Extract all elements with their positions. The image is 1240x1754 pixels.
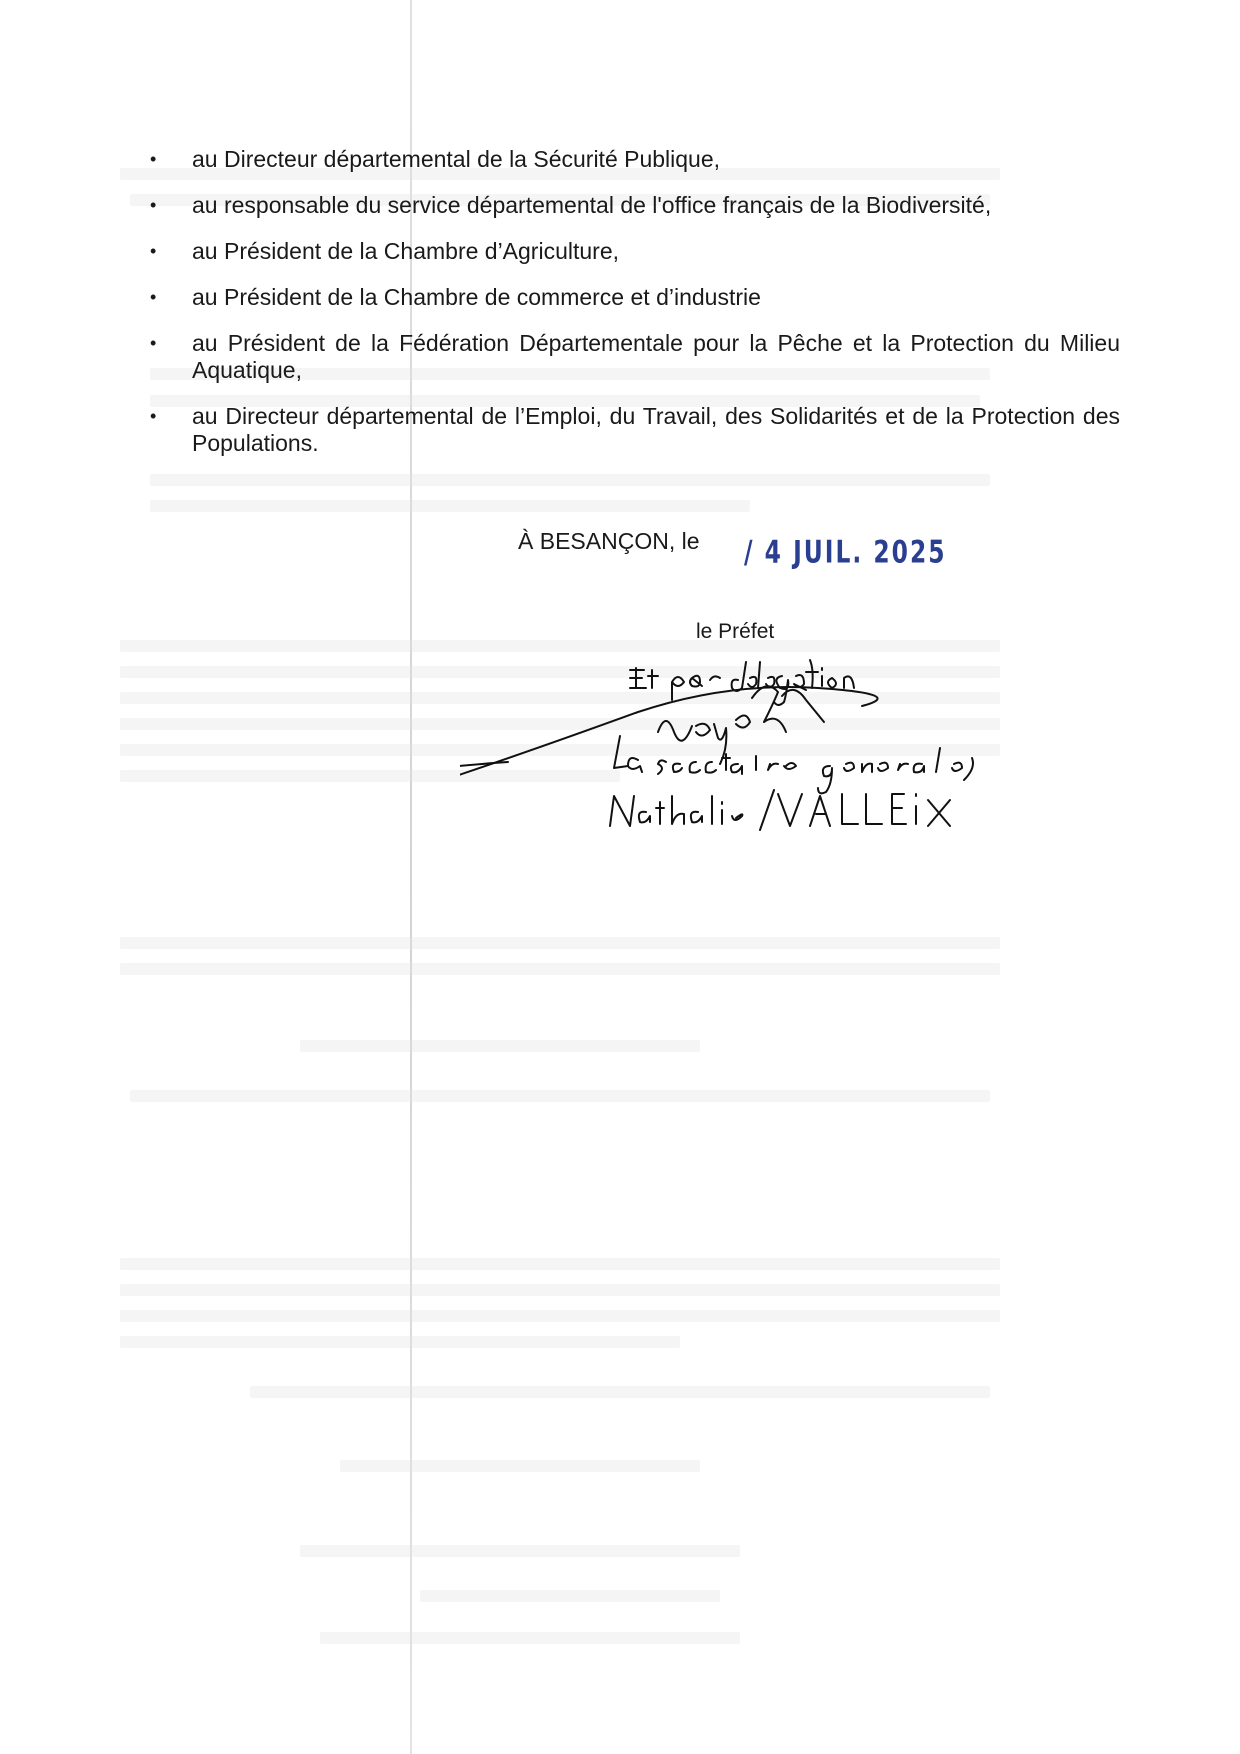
recipients-list — [150, 146, 1120, 476]
recipient-text: au responsable du service départemental de l'office français de la Biodiversité, — [192, 192, 992, 218]
recipient-text: au Directeur départemental de l’Emploi, du Travail, des Solidarités et de la Protection des Populations. — [192, 403, 1120, 456]
recipient-text: au Directeur départemental de la Sécurité Publique, — [192, 146, 721, 172]
recipient-item — [150, 403, 1120, 457]
recipient-item — [150, 238, 1120, 265]
place-label: À BESANÇON, le — [518, 528, 700, 554]
bullet: • — [150, 333, 157, 353]
bullet: • — [150, 287, 157, 307]
recipient-text: au Président de la Chambre d’Agriculture, — [192, 238, 620, 264]
recipient-text: au Président de la Chambre de commerce et d’industrie — [192, 284, 761, 310]
recipient-item — [150, 146, 1120, 173]
recipient-item — [150, 192, 1120, 219]
bullet: • — [150, 195, 157, 215]
signatory-title: le Préfet — [696, 620, 775, 643]
recipient-item — [150, 284, 1120, 311]
date-stamp: / 4 JUIL. 2025 — [744, 535, 947, 571]
recipient-item — [150, 330, 1120, 384]
recipient-text: au Président de la Fédération Départementale pour la Pêche et la Protection du Milieu Aquatique, — [192, 330, 1120, 383]
handwritten-signature — [460, 640, 1020, 850]
bullet: • — [150, 149, 157, 169]
bullet: • — [150, 406, 157, 426]
bullet: • — [150, 241, 157, 261]
